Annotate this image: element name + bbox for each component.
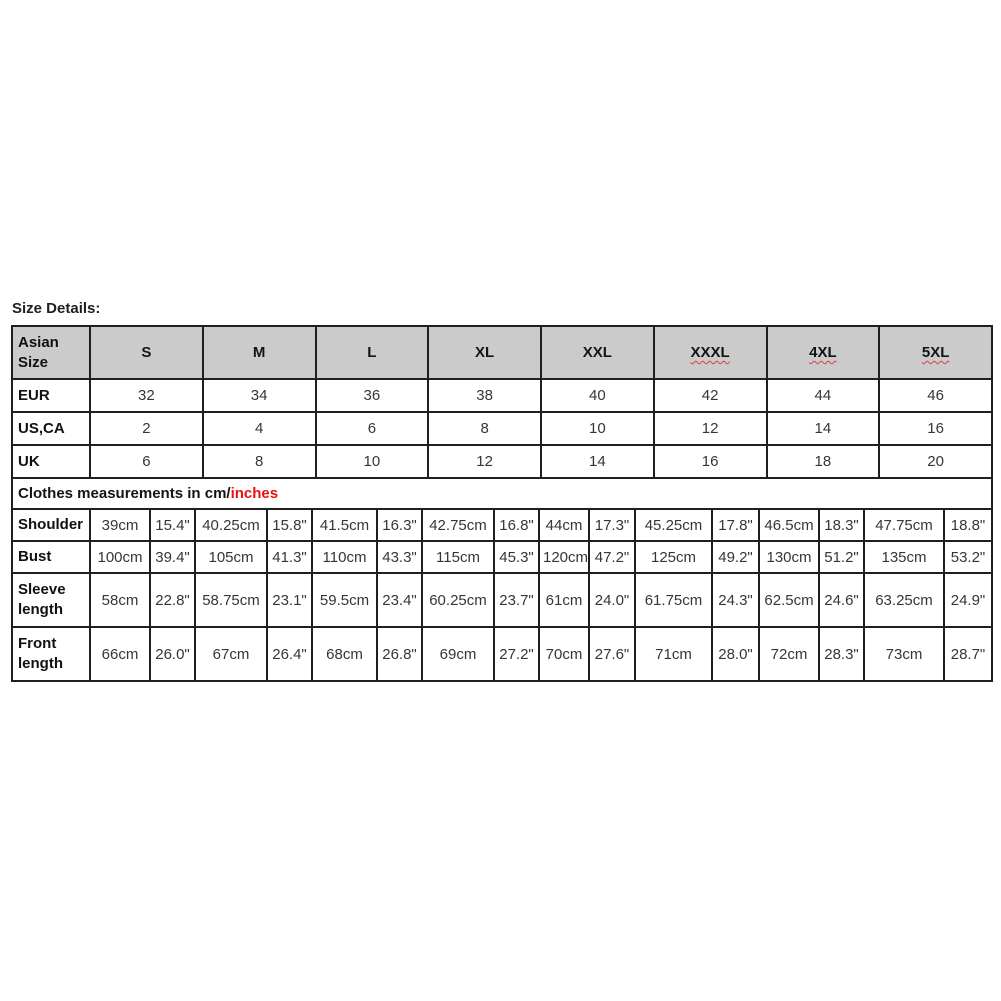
row-label: Bust xyxy=(12,541,90,573)
cm-value: 60.25cm xyxy=(422,573,494,627)
row-label: EUR xyxy=(12,379,90,412)
size-number: 34 xyxy=(203,379,316,412)
cm-value: 120cm xyxy=(539,541,589,573)
size-column-header-l xyxy=(316,326,429,379)
inch-value: 15.4" xyxy=(150,509,195,541)
cm-value: 44cm xyxy=(539,509,589,541)
cm-value: 42.75cm xyxy=(422,509,494,541)
inch-value: 45.3" xyxy=(494,541,539,573)
size-number: 10 xyxy=(316,445,429,478)
inch-value: 49.2" xyxy=(712,541,759,573)
size-label: 4XL xyxy=(809,344,837,361)
measurement-row-sleeve-length xyxy=(12,573,992,627)
inch-value: 41.3" xyxy=(267,541,312,573)
size-label: XXL xyxy=(582,344,612,361)
cm-value: 72cm xyxy=(759,627,819,681)
cm-value: 63.25cm xyxy=(864,573,944,627)
caption-text: Clothes measurements in cm/ xyxy=(18,485,231,502)
size-number: 14 xyxy=(541,445,654,478)
size-label: M xyxy=(252,344,266,361)
inch-value: 47.2" xyxy=(589,541,635,573)
size-number: 44 xyxy=(767,379,880,412)
size-column-header-5xl xyxy=(879,326,992,379)
cm-value: 115cm xyxy=(422,541,494,573)
size-column-header-xxxl xyxy=(654,326,767,379)
size-number: 16 xyxy=(654,445,767,478)
cm-value: 61.75cm xyxy=(635,573,712,627)
size-column-header-4xl xyxy=(767,326,880,379)
inch-value: 27.2" xyxy=(494,627,539,681)
row-label: Shoulder xyxy=(12,509,90,541)
size-number: 10 xyxy=(541,412,654,445)
size-column-header-m xyxy=(203,326,316,379)
inch-value: 18.8" xyxy=(944,509,992,541)
conversion-row-eur xyxy=(12,379,992,412)
inch-value: 28.0" xyxy=(712,627,759,681)
inch-value: 16.8" xyxy=(494,509,539,541)
size-column-header-xl xyxy=(428,326,541,379)
row-label: Front length xyxy=(12,627,90,681)
size-conversion-table xyxy=(11,325,993,510)
inch-value: 24.0" xyxy=(589,573,635,627)
size-number: 38 xyxy=(428,379,541,412)
inch-value: 17.8" xyxy=(712,509,759,541)
size-label: 5XL xyxy=(921,344,950,361)
size-number: 42 xyxy=(654,379,767,412)
size-number: 16 xyxy=(879,412,992,445)
conversion-row-uk xyxy=(12,445,992,478)
asian-size-corner-cell: Asian Size xyxy=(12,326,90,379)
inch-value: 39.4" xyxy=(150,541,195,573)
caption-section xyxy=(12,478,992,509)
measurements-caption-cell xyxy=(12,478,992,509)
conversion-row-us-ca xyxy=(12,412,992,445)
size-label: XL xyxy=(475,344,495,361)
inch-value: 26.8" xyxy=(377,627,422,681)
size-number: 40 xyxy=(541,379,654,412)
cm-value: 61cm xyxy=(539,573,589,627)
size-column-header-xxl xyxy=(541,326,654,379)
size-number: 14 xyxy=(767,412,880,445)
row-label: Sleeve length xyxy=(12,573,90,627)
measurement-rows xyxy=(12,509,992,681)
inch-value: 23.4" xyxy=(377,573,422,627)
inch-value: 28.7" xyxy=(944,627,992,681)
caption-inches-text: inches xyxy=(230,485,279,502)
cm-value: 110cm xyxy=(312,541,377,573)
cm-value: 66cm xyxy=(90,627,150,681)
inch-value: 28.3" xyxy=(819,627,864,681)
measurements-caption-row xyxy=(12,478,992,509)
page-title: Size Details: xyxy=(12,300,101,317)
size-number: 8 xyxy=(203,445,316,478)
inch-value: 24.6" xyxy=(819,573,864,627)
conversion-rows xyxy=(12,379,992,478)
inch-value: 24.9" xyxy=(944,573,992,627)
size-number: 2 xyxy=(90,412,203,445)
cm-value: 130cm xyxy=(759,541,819,573)
cm-value: 73cm xyxy=(864,627,944,681)
inch-value: 22.8" xyxy=(150,573,195,627)
inch-value: 24.3" xyxy=(712,573,759,627)
cm-value: 70cm xyxy=(539,627,589,681)
size-number: 18 xyxy=(767,445,880,478)
inch-value: 15.8" xyxy=(267,509,312,541)
size-label: L xyxy=(367,344,377,361)
size-number: 36 xyxy=(316,379,429,412)
inch-value: 26.4" xyxy=(267,627,312,681)
cm-value: 135cm xyxy=(864,541,944,573)
measurement-row-shoulder xyxy=(12,509,992,541)
inch-value: 43.3" xyxy=(377,541,422,573)
inch-value: 16.3" xyxy=(377,509,422,541)
size-number: 46 xyxy=(879,379,992,412)
inch-value: 18.3" xyxy=(819,509,864,541)
size-number: 20 xyxy=(879,445,992,478)
inch-value: 27.6" xyxy=(589,627,635,681)
inch-value: 53.2" xyxy=(944,541,992,573)
row-label: UK xyxy=(12,445,90,478)
size-header-row xyxy=(12,326,992,379)
header-section xyxy=(12,326,992,379)
cm-value: 71cm xyxy=(635,627,712,681)
measurement-row-front-length xyxy=(12,627,992,681)
inch-value: 26.0" xyxy=(150,627,195,681)
cm-value: 105cm xyxy=(195,541,267,573)
cm-value: 125cm xyxy=(635,541,712,573)
cm-value: 58cm xyxy=(90,573,150,627)
cm-value: 58.75cm xyxy=(195,573,267,627)
size-number: 12 xyxy=(654,412,767,445)
row-label: US,CA xyxy=(12,412,90,445)
size-label: S xyxy=(141,344,152,361)
size-number: 32 xyxy=(90,379,203,412)
cm-value: 40.25cm xyxy=(195,509,267,541)
inch-value: 51.2" xyxy=(819,541,864,573)
measurements-table xyxy=(11,508,993,682)
cm-value: 69cm xyxy=(422,627,494,681)
cm-value: 39cm xyxy=(90,509,150,541)
cm-value: 47.75cm xyxy=(864,509,944,541)
size-number: 4 xyxy=(203,412,316,445)
size-number: 8 xyxy=(428,412,541,445)
inch-value: 23.1" xyxy=(267,573,312,627)
measurement-row-bust xyxy=(12,541,992,573)
cm-value: 68cm xyxy=(312,627,377,681)
inch-value: 17.3" xyxy=(589,509,635,541)
cm-value: 59.5cm xyxy=(312,573,377,627)
cm-value: 46.5cm xyxy=(759,509,819,541)
size-number: 6 xyxy=(316,412,429,445)
size-number: 12 xyxy=(428,445,541,478)
cm-value: 100cm xyxy=(90,541,150,573)
size-label: XXXL xyxy=(690,344,730,361)
cm-value: 67cm xyxy=(195,627,267,681)
size-column-header-s xyxy=(90,326,203,379)
cm-value: 41.5cm xyxy=(312,509,377,541)
size-number: 6 xyxy=(90,445,203,478)
inch-value: 23.7" xyxy=(494,573,539,627)
cm-value: 45.25cm xyxy=(635,509,712,541)
cm-value: 62.5cm xyxy=(759,573,819,627)
